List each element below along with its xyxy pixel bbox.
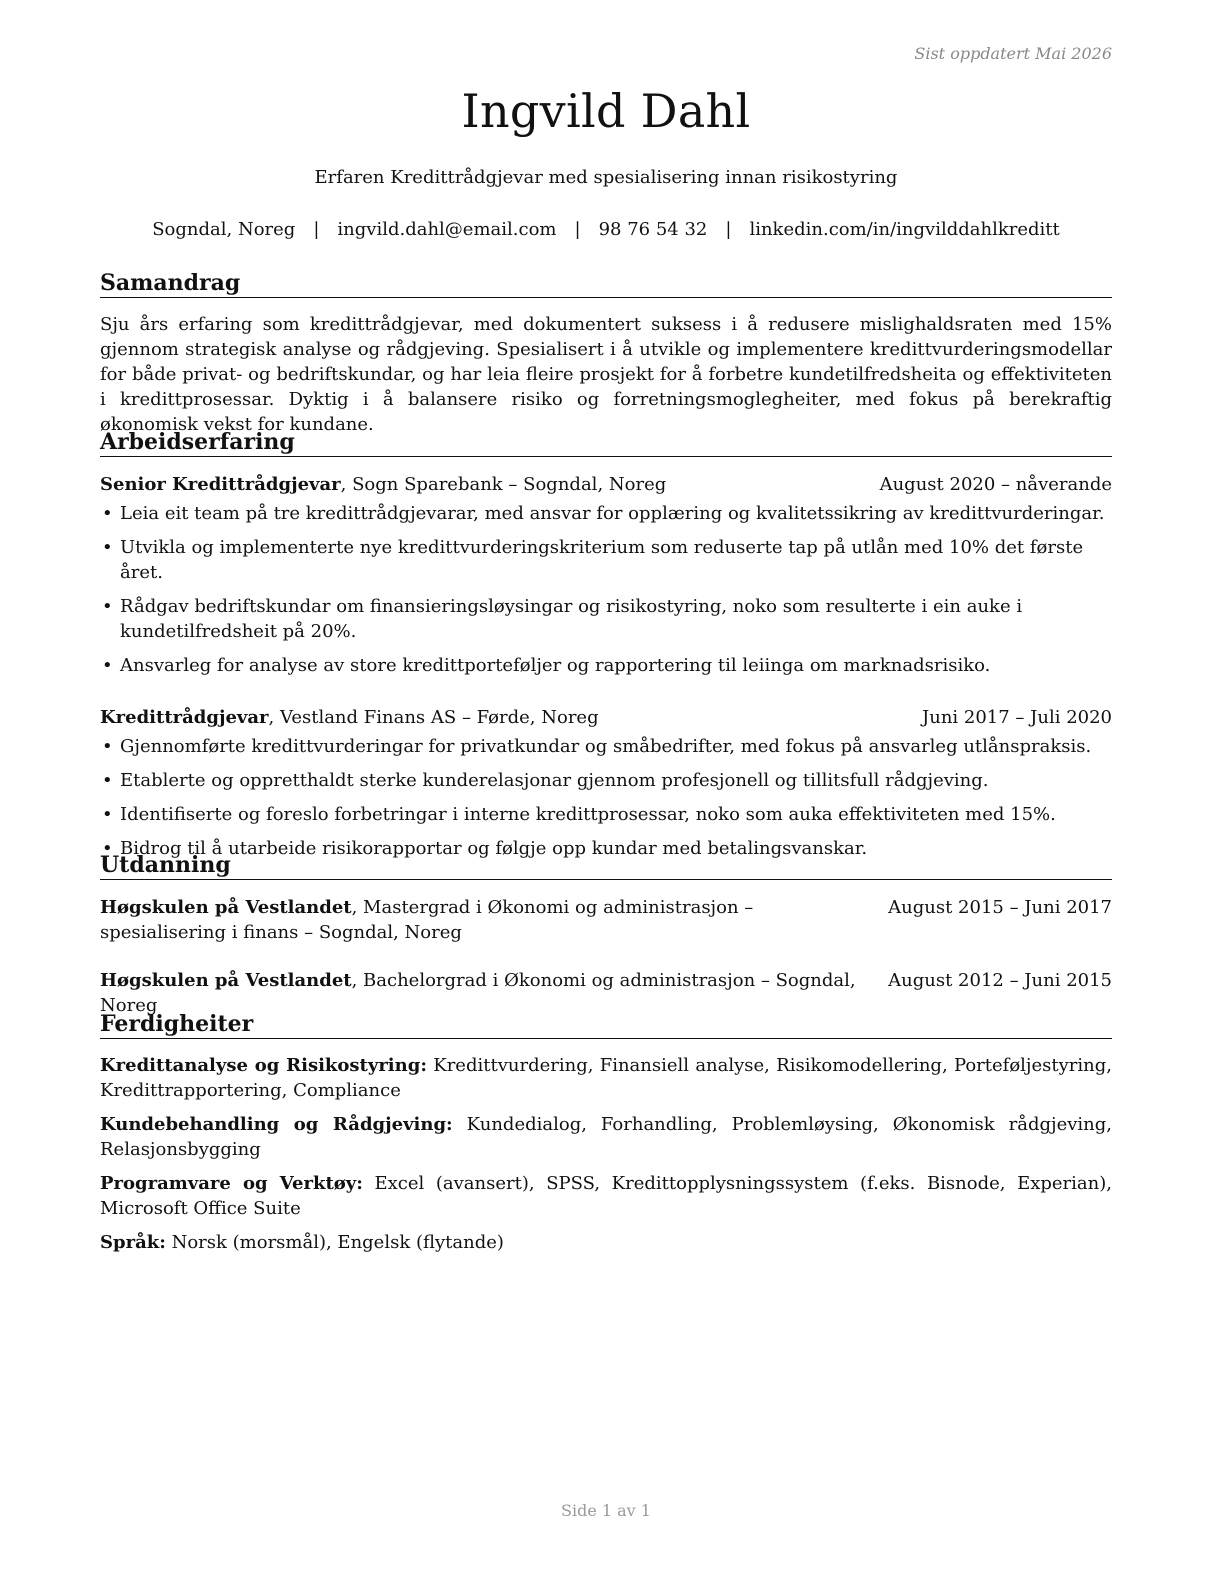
- skill-items: Kundedialog, Forhandling, Problemløysing, Økonomisk rådgjeving, Relasjonsbygging: [100, 1114, 1113, 1160]
- headline: Erfaren Kredittrådgjevar med spesialisering innan risikostyring: [314, 167, 898, 188]
- skill-items: Norsk (morsmål), Engelsk (flytande): [165, 1232, 504, 1253]
- contact-email[interactable]: ingvild.dahl@email.com: [337, 219, 557, 240]
- last-updated: Sist oppdatert Mai 2026: [914, 44, 1112, 63]
- contact-phone: 98 76 54 32: [598, 219, 708, 240]
- education-heading: Utdanning: [100, 852, 1112, 880]
- contact-line: [100, 219, 1112, 240]
- job-title: Kredittrådgjevar: [100, 707, 269, 728]
- summary-heading: Samandrag: [100, 270, 1112, 298]
- skill-items: Kredittvurdering, Finansiell analyse, Risikomodellering, Porteføljestyring, Kredittrapportering, Compliance: [100, 1055, 1112, 1101]
- skill-group: [100, 1171, 1112, 1221]
- degree-detail: , Bachelorgrad i Økonomi og administrasjon – Sogndal, Noreg: [100, 970, 856, 1016]
- job-dates: Juni 2017 – Juli 2020: [922, 707, 1112, 728]
- education-dates: August 2015 – Juni 2017: [888, 897, 1112, 918]
- school-name: Høgskulen på Vestlandet: [100, 970, 352, 991]
- list-item: • Rådgav bedriftskundar om finansieringsløysingar og risikostyring, noko som resulterte i ein auke i kundetilfredsheit på 20%.: [100, 594, 1112, 644]
- job-dates: August 2020 – nåverande: [879, 474, 1112, 495]
- job-header: [100, 472, 1112, 497]
- skill-label: Programvare og Verktøy:: [100, 1173, 363, 1194]
- skill-items: Excel (avansert), SPSS, Kredittopplysningssystem (f.eks. Bisnode, Experian), Microsoft Office Suite: [100, 1173, 1112, 1219]
- skills-section: [100, 1011, 1112, 1264]
- experience-heading: Arbeidserfaring: [100, 429, 1112, 457]
- contact-linkedin[interactable]: linkedin.com/in/ingvilddahlkreditt: [749, 219, 1060, 240]
- skill-group: [100, 1230, 1112, 1255]
- skills-heading: Ferdigheiter: [100, 1011, 1112, 1039]
- summary-section: [100, 270, 1112, 437]
- job-employer: , Vestland Finans AS – Førde, Noreg: [268, 707, 599, 728]
- experience-section: [100, 429, 1112, 870]
- list-item: • Identifiserte og foreslo forbetringar i interne kredittprosessar, noko som auka effektiviteten med 15%.: [100, 802, 1112, 827]
- list-item: • Utvikla og implementerte nye kredittvurderingskriterium som reduserte tap på utlån med 10% det første året.: [100, 535, 1112, 585]
- skill-label: Kredittanalyse og Risikostyring:: [100, 1055, 427, 1076]
- list-item: • Etablerte og oppretthaldt sterke kunderelasjonar gjennom profesjonell og tillitsfull rådgjeving.: [100, 768, 1112, 793]
- job-bullets: [100, 501, 1112, 678]
- job-entry: [100, 472, 1112, 678]
- education-entry: [100, 895, 1112, 945]
- skill-label: Kundebehandling og Rådgjeving:: [100, 1114, 453, 1135]
- list-item: • Bidrog til å utarbeide risikorapportar og følgje opp kundar med betalingsvanskar.: [100, 836, 1112, 861]
- job-bullets: [100, 734, 1112, 861]
- contact-separator: |: [313, 219, 320, 240]
- education-section: [100, 852, 1112, 1018]
- skill-group: [100, 1112, 1112, 1162]
- skill-label: Språk:: [100, 1232, 166, 1253]
- list-item: • Ansvarleg for analyse av store kredittporteføljer og rapportering til leiinga om marknadsrisiko.: [100, 653, 1112, 678]
- page-number: Side 1 av 1: [561, 1501, 651, 1520]
- contact-separator: |: [725, 219, 732, 240]
- list-item: • Leia eit team på tre kredittrådgjevarar, med ansvar for opplæring og kvalitetssikring av kredittvurderingar.: [100, 501, 1112, 526]
- candidate-name: Ingvild Dahl: [461, 84, 751, 138]
- contact-separator: |: [574, 219, 581, 240]
- skill-group: [100, 1053, 1112, 1103]
- school-name: Høgskulen på Vestlandet: [100, 897, 352, 918]
- job-employer: , Sogn Sparebank – Sogndal, Noreg: [340, 474, 667, 495]
- list-item: • Gjennomførte kredittvurderingar for privatkundar og småbedrifter, med fokus på ansvarleg utlånspraksis.: [100, 734, 1112, 759]
- summary-text: Sju års erfaring som kredittrådgjevar, med dokumentert suksess i å redusere mislighaldsraten med 15% gjennom strategisk analyse og rådgjeving. Spesialisert i å utvikle og implementere kredittvurderingsmodellar for både privat- og bedriftskundar, og har leia fleire prosjekt for å forbetre kundetilfredsheita og effektiviteten i kredittprosessar. Dyktig i å balansere risiko og forretningsmoglegheiter, med fokus på berekraftig økonomisk vekst for kundane.: [100, 314, 1112, 435]
- degree-detail: , Mastergrad i Økonomi og administrasjon – spesialisering i finans – Sogndal, Noreg: [100, 897, 754, 943]
- job-header: [100, 705, 1112, 730]
- job-title: Senior Kredittrådgjevar: [100, 474, 341, 495]
- resume-page: [100, 0, 1112, 1584]
- education-dates: August 2012 – Juni 2015: [888, 970, 1112, 991]
- contact-location: Sogndal, Noreg: [152, 219, 296, 240]
- job-entry: [100, 705, 1112, 861]
